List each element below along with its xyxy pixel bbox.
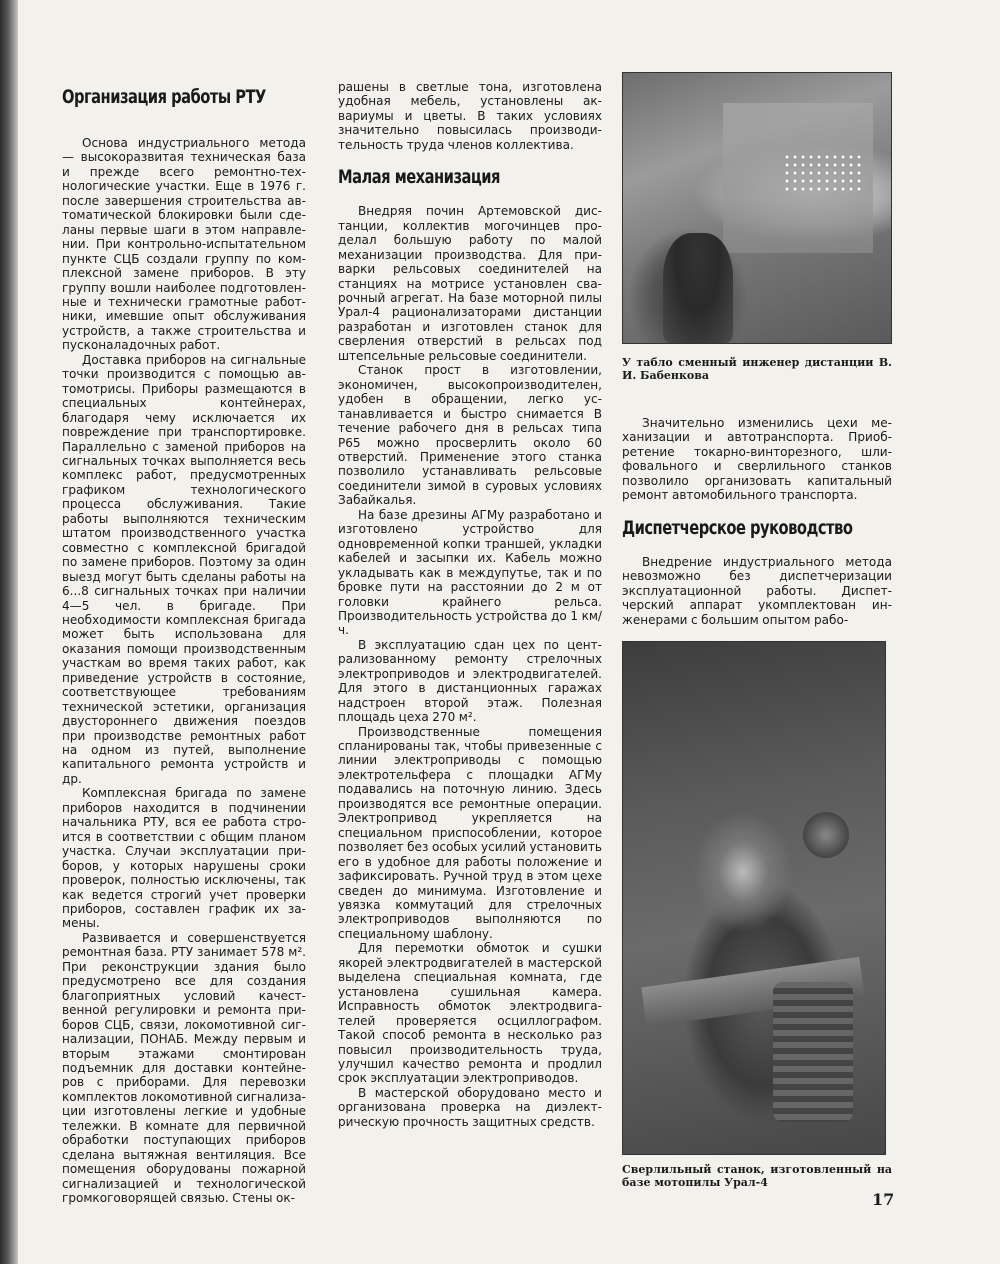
photo-person — [663, 233, 733, 343]
paragraph: На базе дрезины АГМу разработано и изготовлено устройство для одновременной копки траншей, укладки кабелей и засыпки их. Кабель можно укладывать как в междупутье, так и по бровке пути на расстоянии до 2 м от головки крайнего рельса. Производительность устройства до 1 км/ ч. — [338, 507, 602, 638]
paragraph: Внедряя почин Артемовской дистанции, коллектив могочинцев проделал большую работу по малой механизации производства. Для приварки рельсовых соединителей на станциях на мотрисе установлен сварочный агрегат. На базе моторной пилы Урал-4 рационализаторами дистанции разработан и изготовлен станок для сверления отверстий в рельсах под штепсельные рельсовые соединители. — [338, 204, 602, 363]
paragraph: В мастерской оборудовано место и организована проверка на диэлектрическую прочность защитных средств. — [338, 1085, 602, 1129]
paragraph: Основа индустриального метода — высокоразвитая техническая база и прежде всего ремонтно-технологические участки. Еще в 1976 г. после завершения строительства автоматической блокировки были сделаны первые шаги в этом направлении. При контрольно-испытательном пункте СЦБ создали группу по комплексной замене приборов. В эту группу вошли наиболее подготовленные и технически грамотные работники, имевшие опыт обслуживания устройств, а также строительства и пусконаладочных работ. — [62, 136, 306, 353]
section-heading-mechanization: Малая механизация — [338, 166, 500, 189]
section-heading-dispatch: Диспетчерское руководство — [622, 516, 853, 539]
photo-motor — [773, 982, 853, 1122]
left-column — [62, 80, 306, 1206]
right-column — [622, 72, 892, 1189]
photo-control-panel — [622, 72, 892, 344]
paragraph: Комплексная бригада по замене приборов находится в подчинении начальника РТУ, вся ее работа строится в соответствии с общим планом участка. Случаи эксплуатации приборов, у которых нарушены сроки проверок, полностью исключены, так как ведется строгий учет проверки приборов, составлен график их замены. — [62, 786, 306, 931]
paragraph: Развивается и совершенствуется ремонтная база. РТУ занимает 578 м². При реконструкции здания было предусмотрено все для создания благоприятных условий качественной регулировки и ремонта приборов СЦБ, связи, локомотивной сигнализации, ПОНАБ. Между первым и вторым этажами смонтирован подъемник для доставки контейнеров с приборами. Для перевозки комплектов локомотивной сигнализации изготовлены легкие и удобные тележки. В комнате для первичной обработки поступающих приборов сделана вытяжная вентиляция. Все помещения оборудованы пожарной сигнализацией и технологической громкоговорящей связью. Стены ок- — [62, 930, 306, 1206]
photo-caption: Сверлильный станок, изготовленный на базе мотопилы Урал-4 — [622, 1162, 892, 1189]
photo-drilling-machine — [622, 641, 886, 1155]
paragraph: Для перемотки обмоток и сушки якорей электродвигателей в мастерской выделена специальная комната, где установлена сушильная камера. Исправность обмоток электродвигателей проверяется осциллографом. Такой способ ремонта в несколько раз повысил производительность труда, улучшил качество ремонта и продлил срок эксплуатации электроприводов. — [338, 941, 602, 1086]
binding-edge — [0, 0, 18, 1264]
photo-caption: У табло сменный инженер дистанции В. И. Бабенкова — [622, 356, 892, 382]
paragraph: Внедрение индустриального метода невозможно без диспетчеризации эксплуатационной работы. Диспетчерский аппарат укомплектован инженерами с большим опытом рабо- — [622, 554, 892, 627]
paragraph: Станок прост в изготовлении, экономичен, высокопроизводителен, удобен в обращении, легко устанавливается и быстро снимается В течение рабочего дня в рельсах типа Р65 можно просверлить около 60 отверстий. Применение этого станка позволило устанавливать рельсовые соединители зимой в суровых условиях Забайкалья. — [338, 363, 602, 508]
photo-indicator-lights — [783, 153, 863, 193]
paragraph: Значительно изменились цехи механизации и автотранспорта. Приобретение токарно-винторезного, шлифовального и сверлильного станков позволило организовать капитальный ремонт автомобильного транспорта. — [622, 416, 892, 503]
paragraph: В эксплуатацию сдан цех по централизованному ремонту стрелочных электроприводов и электродвигателей. Для этого в дистанционных гаражах надстроен второй этаж. Полезная площадь цеха 270 м². — [338, 637, 602, 725]
middle-column — [338, 80, 602, 1129]
paragraph: Доставка приборов на сигнальные точки производится с помощью автомотрисы. Приборы размещаются в специальных контейнерах, благодаря чему исключается их повреждение при транспортировке. Параллельно с заменой приборов на сигнальных точках выполняется весь комплекс работ, предусмотренных графиком технологического процесса обслуживания. Такие работы выполняются техническим штатом производственного участка совместно с комплексной бригадой по замене приборов. Поэтому за один выезд могут быть сделаны работы на 6...8 сигнальных точках при наличии 4—5 чел. в бригаде. При необходимости комплексная бригада может быть использована для оказания помощи производственным участкам во время таких работ, как приведение устройств в состояние, соответствующее требованиям технической эстетики, организация двустороннего движения поездов при производстве ремонтных работ на одном из путей, выполнение капитального ремонта устройств и др. — [62, 352, 306, 786]
paragraph-continued: рашены в светлые тона, изготовлена удобная мебель, установлены аквариумы и цветы. В таких условиях значительно повысилась производительность труда членов коллектива. — [338, 80, 602, 152]
page-number: 17 — [872, 1190, 895, 1209]
photo-machine-head — [803, 812, 849, 858]
section-heading-rtu: Организация работы РТУ — [62, 86, 266, 108]
paragraph: Производственные помещения спланированы так, чтобы привезенные с линии электроприводы с помощью электротельфера с площадки АГМу подавались на поточную линию. Здесь производятся все ремонтные операции. Электропривод укрепляется на специальном приспособлении, которое позволяет без особых усилий установить его в удобное для работы положение и зафиксировать. Ручной труд в этом цехе сведен до минимума. Изготовление и увязка коммутаций для стрелочных электроприводов выполняются по специальному шаблону. — [338, 724, 602, 941]
